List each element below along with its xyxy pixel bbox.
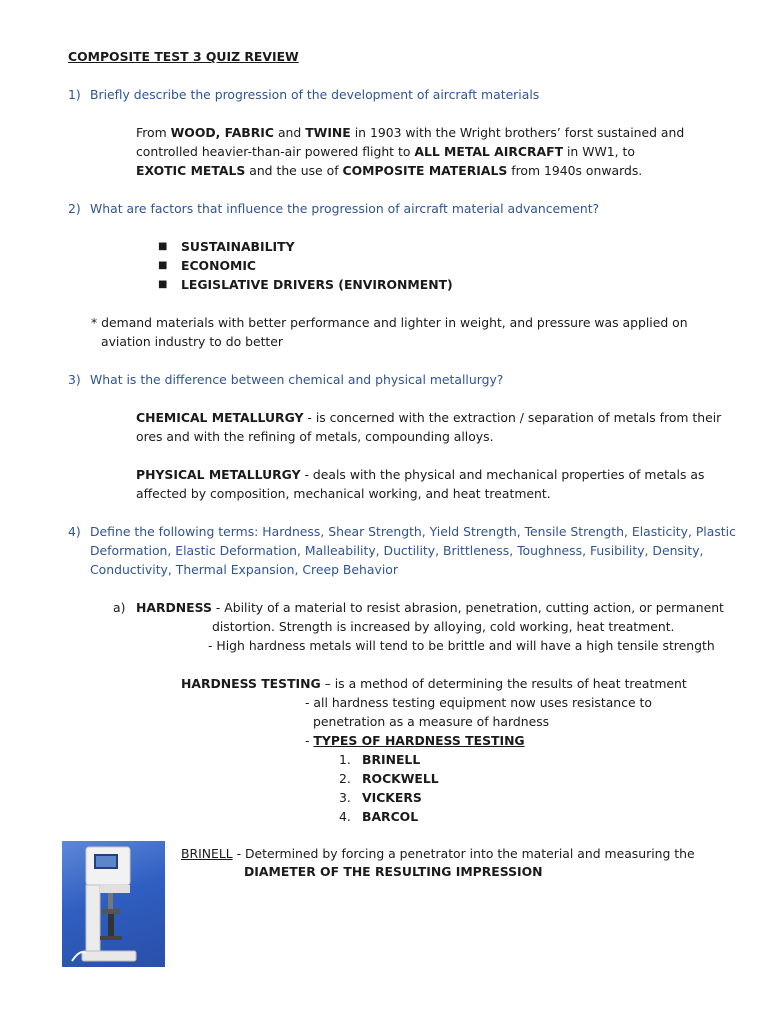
- type-name: BRINELL: [362, 752, 421, 767]
- question-2-number: 2): [68, 201, 81, 216]
- brinell-line-1: BRINELL - Determined by forcing a penetrator into the material and measuring the: [181, 846, 695, 861]
- answer-1-line-3: EXOTIC METALS and the use of COMPOSITE MATERIALS from 1940s onwards.: [136, 163, 643, 178]
- brinell-line-2: DIAMETER OF THE RESULTING IMPRESSION: [244, 864, 543, 879]
- question-4-line-1: Define the following terms: Hardness, Shear Strength, Yield Strength, Tensile Strength, Elasticity, Plastic: [90, 524, 736, 539]
- note-line-1: * demand materials with better performance and lighter in weight, and pressure was applied on: [91, 315, 688, 330]
- question-2-text: What are factors that influence the progression of aircraft material advancement?: [90, 201, 600, 216]
- answer-1-line-1: From WOOD, FABRIC and TWINE in 1903 with the Wright brothers’ forst sustained and: [136, 125, 685, 140]
- note-line-2: aviation industry to do better: [101, 334, 284, 349]
- chemical-metallurgy-line-1: CHEMICAL METALLURGY - is concerned with the extraction / separation of metals from their: [136, 410, 722, 425]
- question-3-number: 3): [68, 372, 81, 387]
- physical-metallurgy-line-1: PHYSICAL METALLURGY - deals with the physical and mechanical properties of metals as: [136, 467, 705, 482]
- hardness-testing-line-1: HARDNESS TESTING – is a method of determining the results of heat treatment: [181, 676, 687, 691]
- type-number: 3.: [339, 790, 351, 805]
- types-heading: - TYPES OF HARDNESS TESTING: [305, 733, 525, 748]
- hardness-tester-image: [62, 841, 165, 967]
- chemical-metallurgy-line-2: ores and with the refining of metals, compounding alloys.: [136, 429, 494, 444]
- bullet-item: LEGISLATIVE DRIVERS (ENVIRONMENT): [181, 277, 453, 292]
- sub-item-a-label: a): [113, 600, 126, 615]
- type-name: BARCOL: [362, 809, 419, 824]
- type-name: ROCKWELL: [362, 771, 439, 786]
- hardness-tester-illustration: [62, 841, 165, 967]
- type-name: VICKERS: [362, 790, 422, 805]
- hardness-line-1: HARDNESS - Ability of a material to resist abrasion, penetration, cutting action, or permanent: [136, 600, 724, 615]
- question-4-line-3: Conductivity, Thermal Expansion, Creep Behavior: [90, 562, 398, 577]
- page-title: COMPOSITE TEST 3 QUIZ REVIEW: [68, 49, 299, 64]
- square-bullet-icon: ■: [158, 279, 168, 290]
- hardness-line-3: - High hardness metals will tend to be brittle and will have a high tensile strength: [208, 638, 715, 653]
- question-4-number: 4): [68, 524, 81, 539]
- square-bullet-icon: ■: [158, 260, 168, 271]
- question-1-number: 1): [68, 87, 81, 102]
- bullet-item: ECONOMIC: [181, 258, 257, 273]
- type-number: 2.: [339, 771, 351, 786]
- type-number: 1.: [339, 752, 351, 767]
- question-4-line-2: Deformation, Elastic Deformation, Malleability, Ductility, Brittleness, Toughness, Fusibility, Density,: [90, 543, 704, 558]
- type-number: 4.: [339, 809, 351, 824]
- answer-1-line-2: controlled heavier-than-air powered flight to ALL METAL AIRCRAFT in WW1, to: [136, 144, 635, 159]
- hardness-testing-line-2: - all hardness testing equipment now uses resistance to: [305, 695, 652, 710]
- physical-metallurgy-line-2: affected by composition, mechanical working, and heat treatment.: [136, 486, 551, 501]
- bullet-item: SUSTAINABILITY: [181, 239, 295, 254]
- question-3-text: What is the difference between chemical and physical metallurgy?: [90, 372, 504, 387]
- question-1-text: Briefly describe the progression of the development of aircraft materials: [90, 87, 540, 102]
- square-bullet-icon: ■: [158, 241, 168, 252]
- hardness-line-2: distortion. Strength is increased by alloying, cold working, heat treatment.: [212, 619, 675, 634]
- hardness-testing-line-3: penetration as a measure of hardness: [313, 714, 550, 729]
